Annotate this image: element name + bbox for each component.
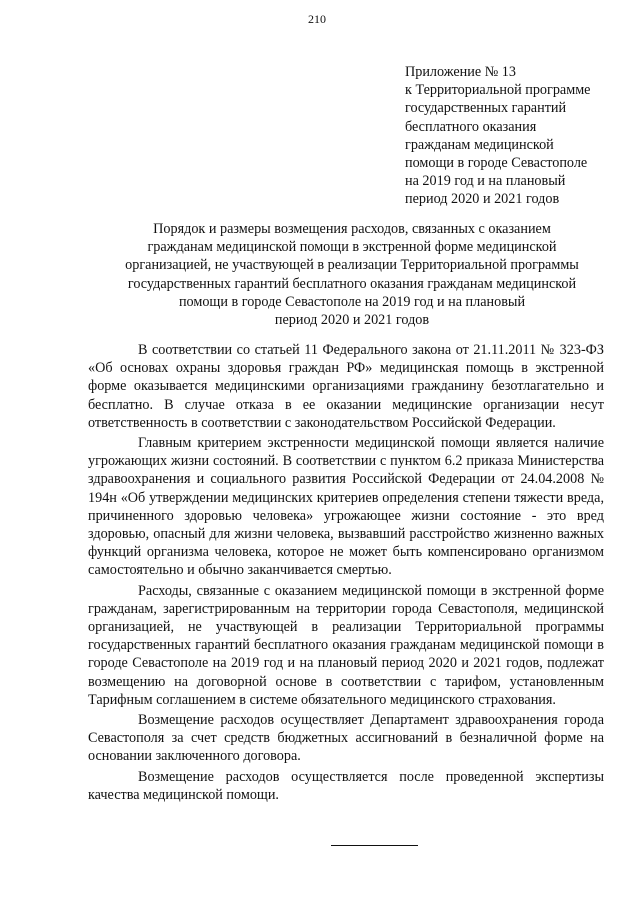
appendix-line: гражданам медицинской [405,136,554,153]
title-line: организацией, не участвующей в реализации Территориальной программы [125,257,579,274]
document-title [100,220,604,329]
paragraph-emergency-criterion: Главным критерием экстренности медицинской помощи является наличие угрожающих жизни состояний. В соответствии с пунктом 6.2 приказа Министерства здравоохранения и социального развития Российской Федерации от 24.04.2008 № 194н «Об утверждении медицинских критериев определения степени тяжести вреда, причиненного здоровью человека» угрожающее жизни состояние - это вред здоровью, опасный для жизни человека, вызвавший расстройство жизненно важных функций организма человека, которое не может быть компенсировано организмом самостоятельно и обычно заканчивается смертью. [88,435,604,579]
document-body [88,341,604,806]
title-line: гражданам медицинской помощи в экстренной форме медицинской [147,239,557,256]
appendix-note [405,63,627,209]
appendix-line: Приложение № 13 [405,64,516,80]
closing-divider [331,845,418,846]
paragraph-reimbursement-department: Возмещение расходов осуществляет Департамент здравоохранения города Севастополя за счет средств бюджетных ассигнований в безналичной форме на основании заключенного договора. [88,712,604,765]
paragraph-quality-expertise: Возмещение расходов осуществляется после проведенной экспертизы качества медицинской помощи. [88,768,604,803]
appendix-line: период 2020 и 2021 годов [405,191,560,208]
appendix-line: государственных гарантий [405,100,567,117]
page-number: 210 [308,12,326,26]
title-line: помощи в городе Севастополе на 2019 год и на плановый [178,293,526,310]
title-line: Порядок и размеры возмещения расходов, связанных с оказанием [153,221,551,237]
title-line: период 2020 и 2021 годов [274,312,430,329]
title-line: государственных гарантий бесплатного оказания гражданам медицинской [127,275,577,292]
appendix-line: помощи в городе Севастополе [405,155,588,172]
appendix-line: к Территориальной программе [405,82,591,99]
appendix-line: на 2019 год и на плановый [405,173,566,190]
paragraph-emergency-care-law: В соответствии со статьей 11 Федерального закона от 21.11.2011 № 323-ФЗ «Об основах охраны здоровья граждан РФ» медицинская помощь в экстренной форме оказывается медицинскими организациями гражданину безотлагательно и бесплатно. В случае отказа в ее оказании медицинские организации несут ответственность в соответствии с законодательством Российской Федерации. [88,342,604,431]
appendix-line: бесплатного оказания [405,118,537,135]
paragraph-expense-reimbursement: Расходы, связанные с оказанием медицинской помощи в экстренной форме гражданам, зарегистрированным на территории города Севастополя, медицинской организацией, не участвующей в реализации Территориальной программы государственных гарантий бесплатного оказания гражданам медицинской помощи в городе Севастополе на 2019 год и на плановый период 2020 и 2021 годов, подлежат возмещению на договорной основе в соответствии с тарифом, установленным Тарифным соглашением в системе обязательного медицинского страхования. [88,582,604,708]
